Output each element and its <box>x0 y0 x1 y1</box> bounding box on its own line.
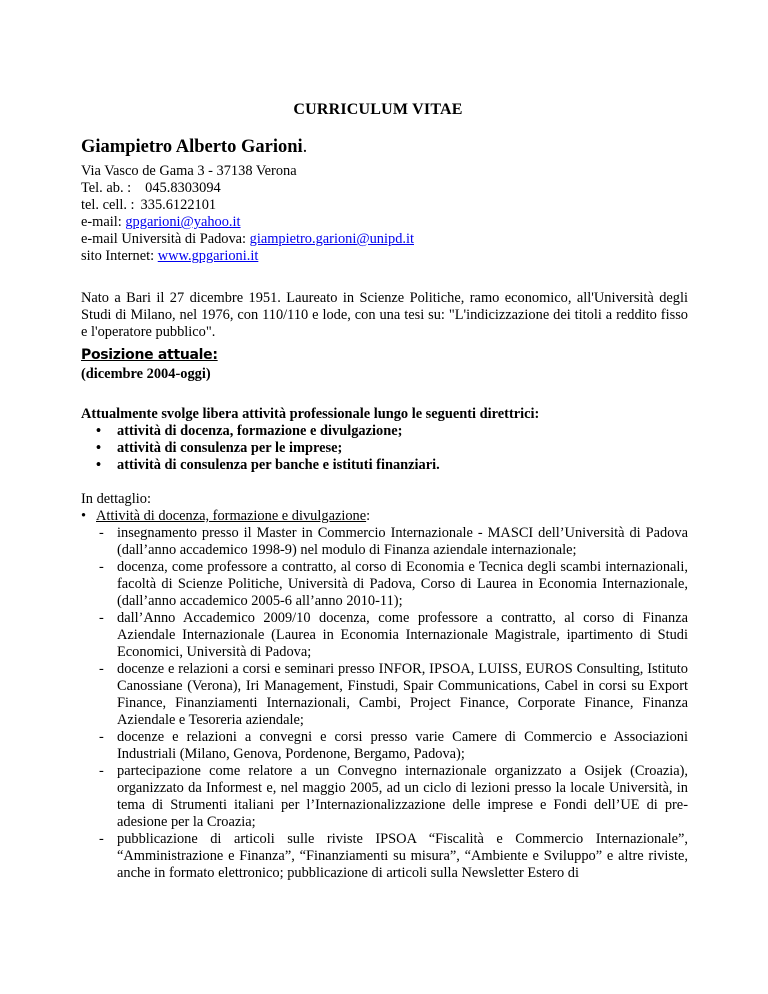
activities-list <box>81 423 440 474</box>
list-item: - pubblicazione di articoli sulle riviste IPSOA “Fiscalità e Commercio Internazionale”, “Amministrazione e Finanza”, “Finanziamenti su misura”, “Ambiente e Sviluppo” e altre riviste, anche in formato elettronico; pubblicazione di articoli sulla Newsletter Estero di <box>99 831 688 881</box>
activities-lead: Attualmente svolge libera attività professionale lungo le seguenti direttrici: <box>81 406 540 422</box>
list-item: - dall’Anno Accademico 2009/10 docenza, come professore a contratto, al corso di Finanza Aziendale Internazionale (Laurea in Economia Internazionale Magistrale, ipartimento di Studi Economici, Università di Padova; <box>99 610 688 660</box>
section-heading: Posizione attuale: <box>81 347 218 363</box>
list-item: • attività di docenza, formazione e divulgazione; <box>96 423 403 439</box>
contact-block <box>81 163 414 265</box>
email-link[interactable]: gpgarioni@yahoo.it <box>125 214 241 230</box>
list-item: - insegnamento presso il Master in Commercio Internazionale - MASCI dell’Università di Padova (dall’anno accademico 1998-9) nel modulo di Finanza aziendale internazionale; <box>99 525 688 558</box>
intro-paragraph: Nato a Bari il 27 dicembre 1951. Laureato in Scienze Politiche, ramo economico, all'Università degli Studi di Milano, nel 1976, con 110/110 e lode, con una tesi su: "L'indicizzazione dei titoli a reddito fisso e l'operatore pubblico". <box>81 290 688 340</box>
document-title: CURRICULUM VITAE <box>293 101 463 118</box>
detail-heading: • Attività di docenza, formazione e divulgazione: <box>81 508 371 524</box>
list-item: - partecipazione come relatore a un Convegno internazionale organizzato a Osijek (Croazia), organizzato da Informest e, nel maggio 2005, ad un ciclo di lezioni presso la locale Università, in tema di Strumenti italiani per l’Internazionalizzazione delle imprese e Fondi dell’UE di pre-adesione per la Croazia; <box>99 763 688 830</box>
email-univ-link[interactable]: giampietro.garioni@unipd.it <box>249 231 414 247</box>
tel-cell-line: tel. cell. : 335.6122101 <box>81 197 217 213</box>
list-item: • attività di consulenza per banche e istituti finanziari. <box>96 457 440 473</box>
detail-list <box>81 525 688 882</box>
list-item: - docenza, come professore a contratto, al corso di Economia e Tecnica degli scambi internazionali, facoltà di Scienze Politiche, Università di Padova, Corso di Laurea in Economia Internazionale, (dall’anno accademico 2005-6 all’anno 2010-11); <box>99 559 688 609</box>
list-item: - docenze e relazioni a corsi e seminari presso INFOR, IPSOA, LUISS, EUROS Consulting, Istituto Canossiane (Verona), Iri Management, Finstudi, Spair Communications, Cabel in corsi su Export Finance, Finanziamenti Internazionali, Cambi, Project Finance, Corporate Finance, Finanza Aziendale e Tesoreria aziendale; <box>99 661 688 728</box>
email-univ-line: e-mail Università di Padova: giampietro.garioni@unipd.it <box>81 231 414 247</box>
detail-intro: In dettaglio: <box>81 491 151 507</box>
person-name: Giampietro Alberto Garioni. <box>81 137 308 157</box>
list-item: - docenze e relazioni a convegni e corsi presso varie Camere di Commercio e Associazioni Industriali (Milano, Genova, Pordenone, Bergamo, Padova); <box>99 729 688 762</box>
address-line: Via Vasco de Gama 3 - 37138 Verona <box>81 163 297 179</box>
section-period: (dicembre 2004-oggi) <box>81 366 211 382</box>
list-item: • attività di consulenza per le imprese; <box>96 440 343 456</box>
website-link[interactable]: www.gpgarioni.it <box>157 248 259 264</box>
tel-home-line: Tel. ab. : 045.8303094 <box>81 180 221 196</box>
website-line: sito Internet: www.gpgarioni.it <box>81 248 259 264</box>
email-line: e-mail: gpgarioni@yahoo.it <box>81 214 241 230</box>
